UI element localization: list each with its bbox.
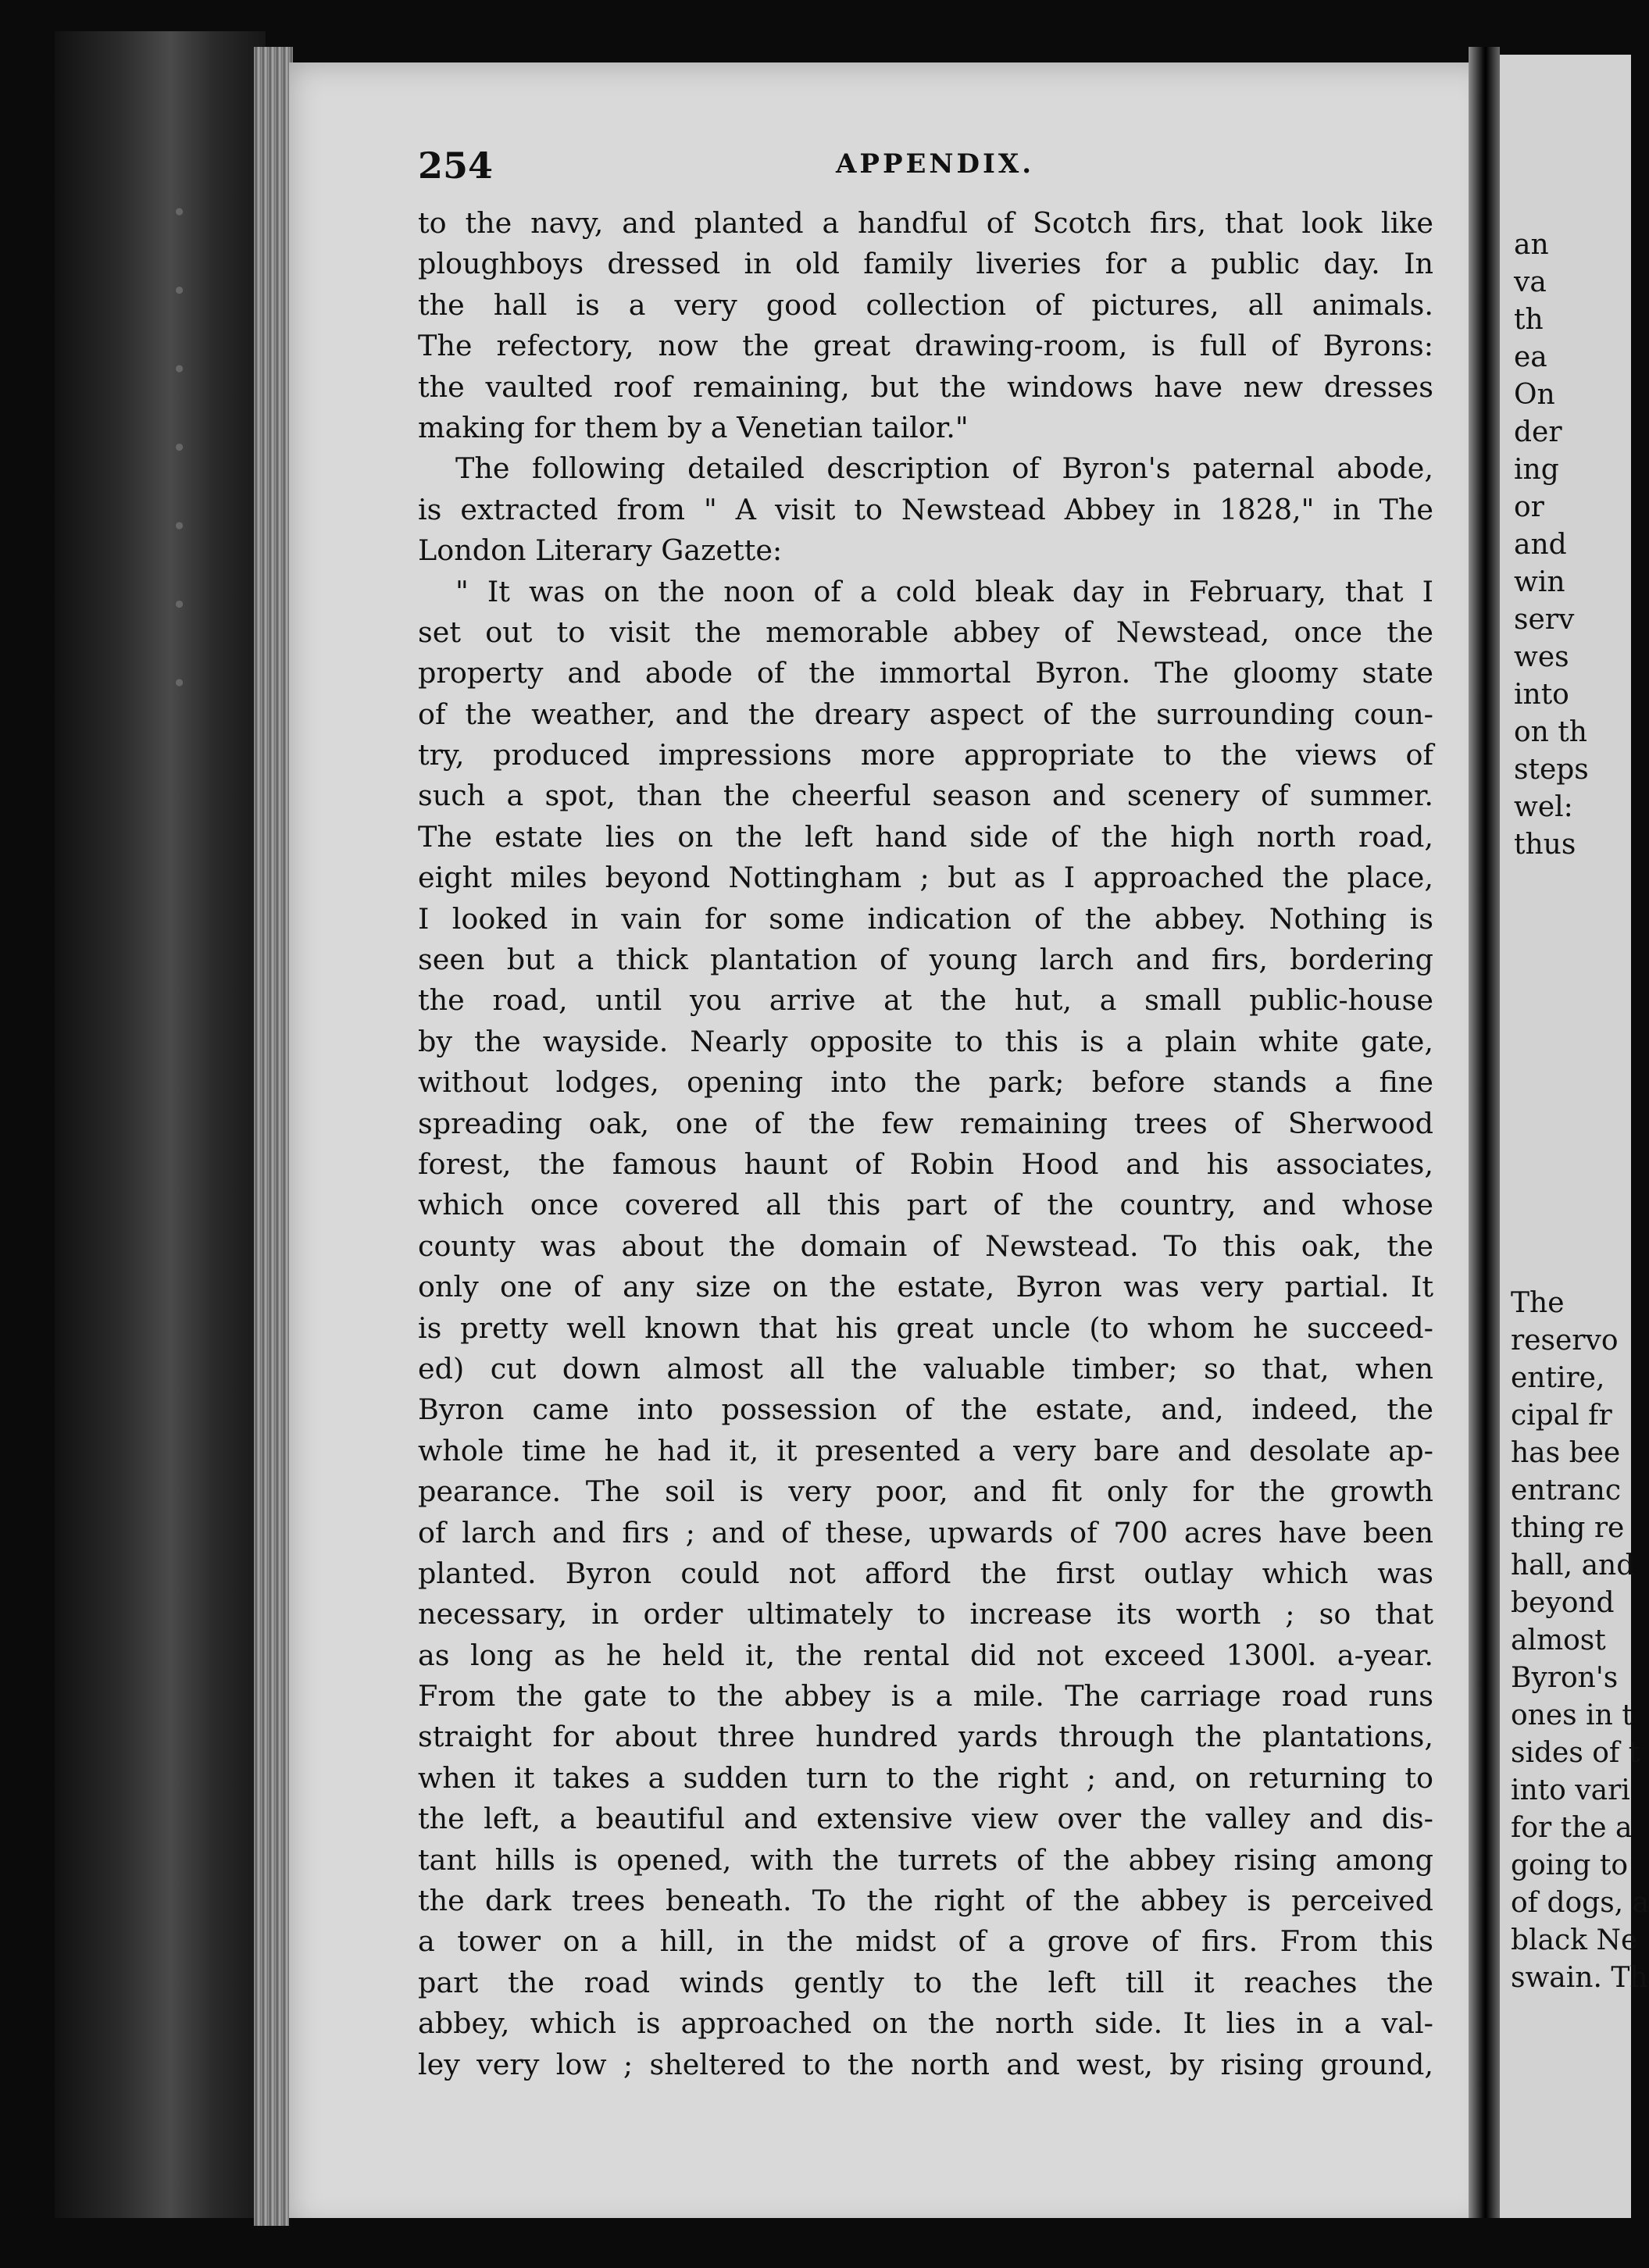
right-page-fragment: [1500, 55, 1649, 2226]
text-line: of the weather, and the dreary aspect of the surrounding coun-: [418, 697, 1433, 731]
fragment-line: swain. Th: [1511, 1962, 1648, 1994]
text-line: the hall is a very good collection of pictures, all animals.: [418, 287, 1433, 322]
text-line: set out to visit the memorable abbey of Newstead, once the: [418, 615, 1433, 649]
text-line: necessary, in order ultimately to increase its worth ; so that: [418, 1597, 1433, 1631]
text-line: tant hills is opened, with the turrets of the abbey rising among: [418, 1842, 1433, 1877]
fragment-line: serv: [1514, 604, 1575, 636]
text-line: is extracted from " A visit to Newstead Abbey in 1828," in The: [418, 492, 1433, 526]
fragment-line: sides of t: [1511, 1737, 1640, 1769]
fragment-line: entranc: [1511, 1475, 1621, 1507]
text-line: The refectory, now the great drawing-room, is full of Byrons:: [418, 329, 1433, 363]
text-line: is pretty well known that his great uncle (to whom he succeed-: [418, 1311, 1433, 1345]
running-head: APPENDIX.: [836, 148, 1035, 180]
text-line: planted. Byron could not afford the first outlay which was: [418, 1556, 1433, 1590]
text-line: to the navy, and planted a handful of Scotch firs, that look like: [418, 206, 1433, 240]
text-line: London Literary Gazette:: [418, 533, 783, 568]
fragment-line: steps: [1514, 754, 1589, 786]
text-line: ed) cut down almost all the valuable timber; so that, when: [418, 1351, 1433, 1385]
text-line: forest, the famous haunt of Robin Hood and his associates,: [418, 1146, 1433, 1181]
fragment-line: on th: [1514, 716, 1587, 748]
text-line: of larch and firs ; and of these, upwards of 700 acres have been: [418, 1515, 1433, 1549]
fragment-line: almost: [1511, 1624, 1606, 1656]
fragment-line: has bee: [1511, 1437, 1621, 1469]
text-line: spreading oak, one of the few remaining trees of Sherwood: [418, 1106, 1433, 1140]
fragment-line: for the a: [1511, 1812, 1633, 1844]
fragment-line: into vari: [1511, 1774, 1630, 1806]
page-edges: [254, 47, 293, 2226]
text-line: the left, a beautiful and extensive view over the valley and dis-: [418, 1802, 1433, 1836]
right-page-upper-fragments: [1514, 226, 1589, 864]
text-line: only one of any size on the estate, Byron was very partial. It: [418, 1270, 1433, 1304]
fragment-line: The: [1511, 1287, 1565, 1319]
text-line: abbey, which is approached on the north side. It lies in a val-: [418, 2006, 1433, 2041]
text-line: I looked in vain for some indication of the abbey. Nothing is: [418, 901, 1433, 936]
fragment-line: ing: [1514, 454, 1559, 486]
text-line: which once covered all this part of the country, and whose: [418, 1188, 1433, 1222]
fragment-line: ea: [1514, 341, 1547, 373]
fragment-line: Byron's: [1511, 1662, 1619, 1694]
fragment-line: into: [1514, 679, 1569, 711]
fragment-line: black Ne: [1511, 1924, 1638, 1956]
page-gutter: [1469, 47, 1500, 2234]
text-line: property and abode of the immortal Byron. The gloomy state: [418, 656, 1433, 690]
text-line: ley very low ; sheltered to the north and west, by rising ground,: [418, 2047, 1433, 2081]
text-line: when it takes a sudden turn to the right ; and, on returning to: [418, 1760, 1433, 1795]
text-line: ploughboys dressed in old family liveries for a public day. In: [418, 247, 1433, 281]
fragment-line: ones in t: [1511, 1699, 1633, 1731]
fragment-line: thus: [1514, 829, 1576, 861]
fragment-line: wes: [1514, 641, 1569, 673]
text-line: the dark trees beneath. To the right of the abbey is perceived: [418, 1884, 1433, 1918]
left-page: [289, 62, 1492, 2230]
fragment-line: der: [1514, 416, 1562, 448]
spine-decoration: · · · · · · ·: [147, 203, 211, 714]
text-line: as long as he held it, the rental did not exceed 1300l. a-year.: [418, 1638, 1433, 1672]
fragment-line: of dogs, a: [1511, 1887, 1649, 1919]
fragment-line: wel:: [1514, 791, 1573, 823]
text-line: the road, until you arrive at the hut, a small public-house: [418, 983, 1433, 1018]
fragment-line: hall, and: [1511, 1549, 1635, 1582]
fragment-line: entire,: [1511, 1362, 1605, 1394]
fragment-line: win: [1514, 566, 1565, 598]
fragment-line: going to: [1511, 1849, 1629, 1881]
text-line: The estate lies on the left hand side of the high north road,: [418, 819, 1433, 854]
text-line: whole time he had it, it presented a very bare and desolate ap-: [418, 1433, 1433, 1467]
fragment-line: cipal fr: [1511, 1400, 1612, 1432]
text-line: by the wayside. Nearly opposite to this is a plain white gate,: [418, 1024, 1433, 1058]
fragment-line: reservo: [1511, 1325, 1619, 1357]
text-line: Byron came into possession of the estate, and, indeed, the: [418, 1393, 1433, 1427]
text-line: county was about the domain of Newstead. To this oak, the: [418, 1228, 1433, 1263]
text-line: part the road winds gently to the left till it reaches the: [418, 1965, 1433, 1999]
fragment-line: an: [1514, 229, 1549, 261]
page-number: 254: [418, 144, 494, 187]
right-page-lower-fragments: [1511, 1285, 1649, 1997]
text-line: without lodges, opening into the park; before stands a fine: [418, 1065, 1433, 1100]
fragment-line: On: [1514, 379, 1555, 411]
text-line: straight for about three hundred yards through the plantations,: [418, 1720, 1433, 1754]
body-text: [418, 203, 1433, 2085]
fragment-line: thing re: [1511, 1512, 1625, 1544]
text-line: The following detailed description of Byron's paternal abode,: [455, 451, 1433, 486]
fragment-line: and: [1514, 529, 1567, 561]
text-line: the vaulted roof remaining, but the windows have new dresses: [418, 369, 1433, 404]
text-line: try, produced impressions more appropriate to the views of: [418, 738, 1433, 772]
fragment-line: va: [1514, 266, 1547, 298]
text-line: eight miles beyond Nottingham ; but as I approached the place,: [418, 861, 1433, 895]
text-line: " It was on the noon of a cold bleak day in February, that I: [455, 574, 1433, 608]
fragment-line: or: [1514, 491, 1544, 523]
text-line: a tower on a hill, in the midst of a grove of firs. From this: [418, 1924, 1433, 1959]
text-line: pearance. The soil is very poor, and fit only for the growth: [418, 1475, 1433, 1509]
text-line: From the gate to the abbey is a mile. The carriage road runs: [418, 1679, 1433, 1713]
text-line: such a spot, than the cheerful season and scenery of summer.: [418, 779, 1433, 813]
bottom-shadow: [289, 2218, 1631, 2268]
text-line: seen but a thick plantation of young larch and firs, bordering: [418, 943, 1433, 977]
fragment-line: th: [1514, 304, 1544, 336]
fragment-line: beyond: [1511, 1587, 1615, 1619]
text-line: making for them by a Venetian tailor.": [418, 410, 969, 444]
